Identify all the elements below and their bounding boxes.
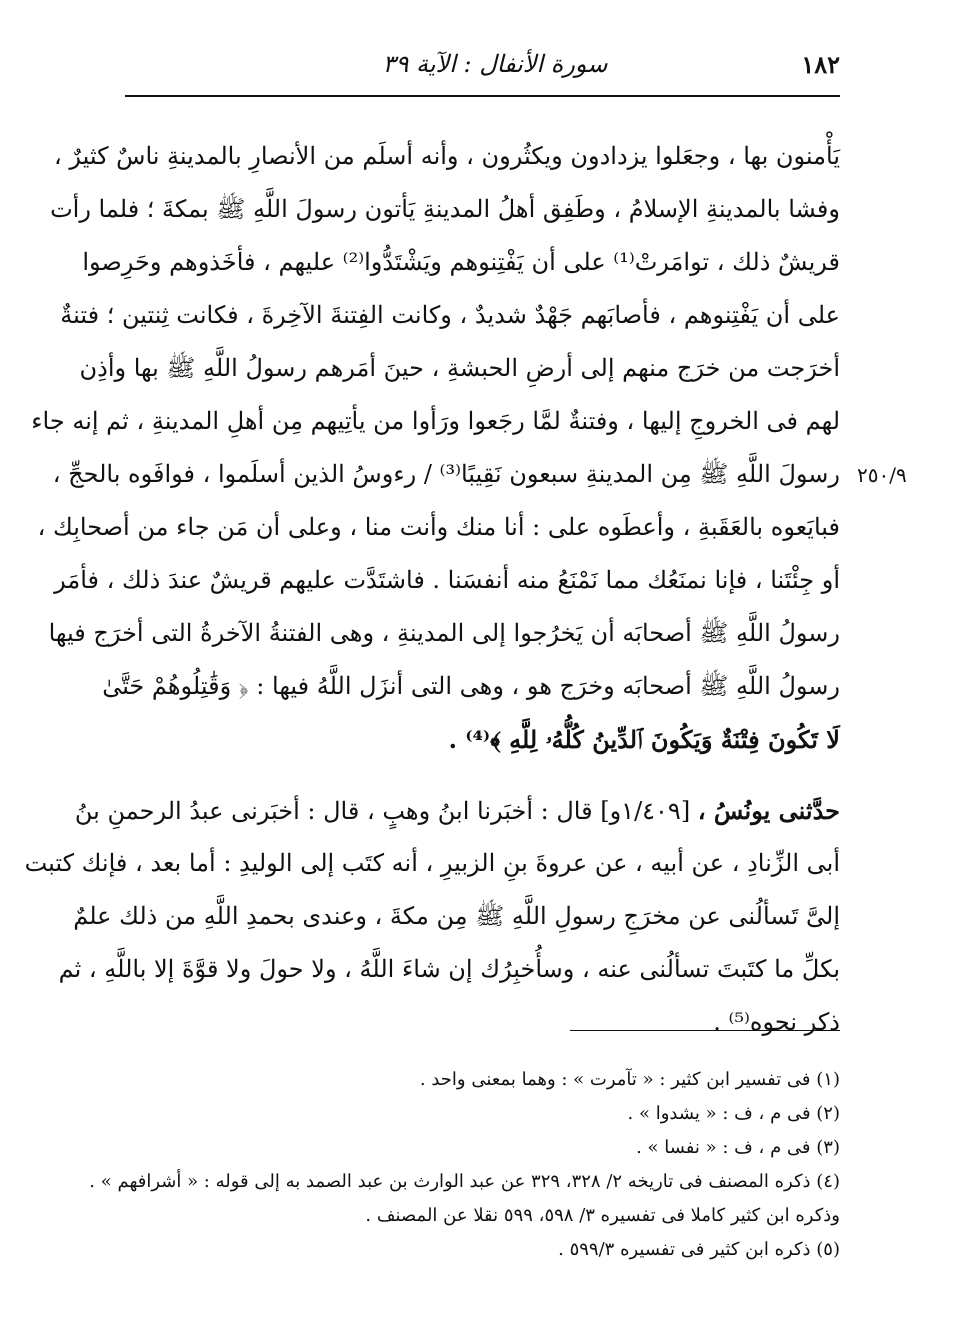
text-line	[74, 784, 840, 837]
text-line: أخرَجت من خرَج منهم إلى أرضِ الحبشةِ ، حينَ أمَرهم رسولُ اللَّهِ ﷺ بها وأذِن	[79, 354, 840, 382]
text-line: ذكر نحوه⁽⁵⁾ .	[713, 1008, 840, 1036]
text-line: وفشا بالمدينةِ الإسلامُ ، وطَفِق أهلُ المدينةِ يَأتون رسولَ اللَّهِ ﷺ بمكةَ ؛ فلما رأت	[50, 195, 840, 223]
footnote: (٢) فى م ، ف : « يشدوا » .	[627, 1103, 840, 1124]
text-line: رسولُ اللَّهِ ﷺ أصحابَه أن يَخرُجوا إلى المدينةِ ، وهى الفتنةُ الآخرةُ التى أخرَج فيها	[48, 619, 840, 647]
footnote: وذكره ابن كثير كاملا فى تفسيره ٣/ ٥٩٨، ٥٩٩ نقلا عن المصنف .	[365, 1205, 840, 1226]
narration-lead: حدَّثنى يونُسُ ،	[697, 796, 840, 825]
text-line: أبى الزِّنادِ ، عن أبيه ، عن عروةَ بنِ الزبيرِ ، أنه كتَب إلى الوليدِ : أما بعد ، فإنك كتبت	[24, 849, 840, 877]
page-number: ١٨٢	[801, 50, 840, 79]
footnote: (٤) ذكره المصنف فى تاريخه ٢/ ٣٢٨، ٣٢٩ عن عبد الوارث بن عبد الصمد به إلى قوله : « أشرافهم » .	[89, 1171, 840, 1192]
text-line: رسولَ اللَّهِ ﷺ مِن المدينةِ سبعون نَقِيبًا⁽³⁾ / رءوسُ الذين أسلَموا ، فوافَوه بالحجِّ ،	[52, 460, 840, 488]
main-text	[24, 130, 840, 1049]
text-line: أو جِئْتَنا ، فإنا نمنَعُك مما نَمْنَعُ منه أنفسَنا . فاشتَدَّت عليهم قريشٌ عندَ ذلك ، فأمَر	[54, 566, 840, 594]
running-title: سورة الأنفال : الآية ٣٩	[382, 50, 608, 78]
text-line: بكلِّ ما كتَبتَ تسألُنى عنه ، وسأُخبِرُك إن شاءَ اللَّهُ ، ولا حولَ ولا قوَّةَ إلا باللَّهِ ، ثم	[58, 955, 840, 983]
footnote: (٣) فى م ، ف : « نفسا » .	[636, 1137, 840, 1158]
paragraph-gap	[125, 766, 840, 784]
footnote: (١) فى تفسير ابن كثير : « تآمرت » : وهما بمعنى واحد .	[419, 1069, 840, 1090]
text-line: لهم فى الخروجِ إليها ، وفتنةٌ لمَّا رجَعوا ورَأوا من يأتِيهم مِن أهلِ المدينةِ ، ثم إنه جاء	[31, 407, 840, 435]
text-line: يَأْمنون بها ، وجعَلوا يزدادون ويكثُرون ، وأنه أسلَم من الأنصارِ بالمدينةِ ناسٌ كثيرٌ ،	[53, 142, 840, 170]
footnote-divider	[570, 1030, 840, 1031]
page-header	[125, 40, 840, 97]
margin-reference: ٢٥٠/٩	[857, 463, 907, 487]
text-line: إلىَّ تَسألُنى عن مخرَجِ رسولِ اللَّهِ ﷺ مِن مكةَ ، وعندى بحمدِ اللَّهِ من ذلك علمٌ	[73, 902, 840, 930]
quran-verse-line: لَا تَكُونَ فِتْنَةٌ وَيَكُونَ ٱلدِّينُ كُلُّهُۥ لِلَّهِ ﴾⁽⁴⁾ .	[448, 725, 840, 754]
text-line: رسولُ اللَّهِ ﷺ أصحابَه وخرَج هو ، وهى التى أنزَل اللَّهُ فيها : ﴿ وَقَٰتِلُوهُمْ حَتَّىٰ	[102, 672, 840, 700]
text-line: قريشٌ ذلك ، توامَرتْ⁽¹⁾ على أن يَفْتِنوهم ويَشْتَدُّوا⁽²⁾ عليهم ، فأخَذوهم وحَرِصوا	[82, 248, 840, 276]
text-line: على أن يَفْتِنوهم ، فأصابَهم جَهْدٌ شديدٌ ، وكانت الفِتنةَ الآخِرةَ ، فكانت ثِنتين ؛ فتنةٌ	[60, 301, 840, 329]
footnotes	[89, 1063, 840, 1267]
footnote: (٥) ذكره ابن كثير فى تفسيره ٥٩٩/٣ .	[558, 1239, 840, 1260]
text-line: فبايَعوه بالعَقَبةِ ، وأعطَوه على : أنا منك وأنت منا ، وعلى أن مَن جاء من أصحابِك ،	[37, 513, 840, 541]
narration-text: [١/٤٠٩و] قال : أخبَرنا ابنُ وهبٍ ، قال : أخبَرنى عبدُ الرحمنِ بنُ	[74, 797, 698, 825]
